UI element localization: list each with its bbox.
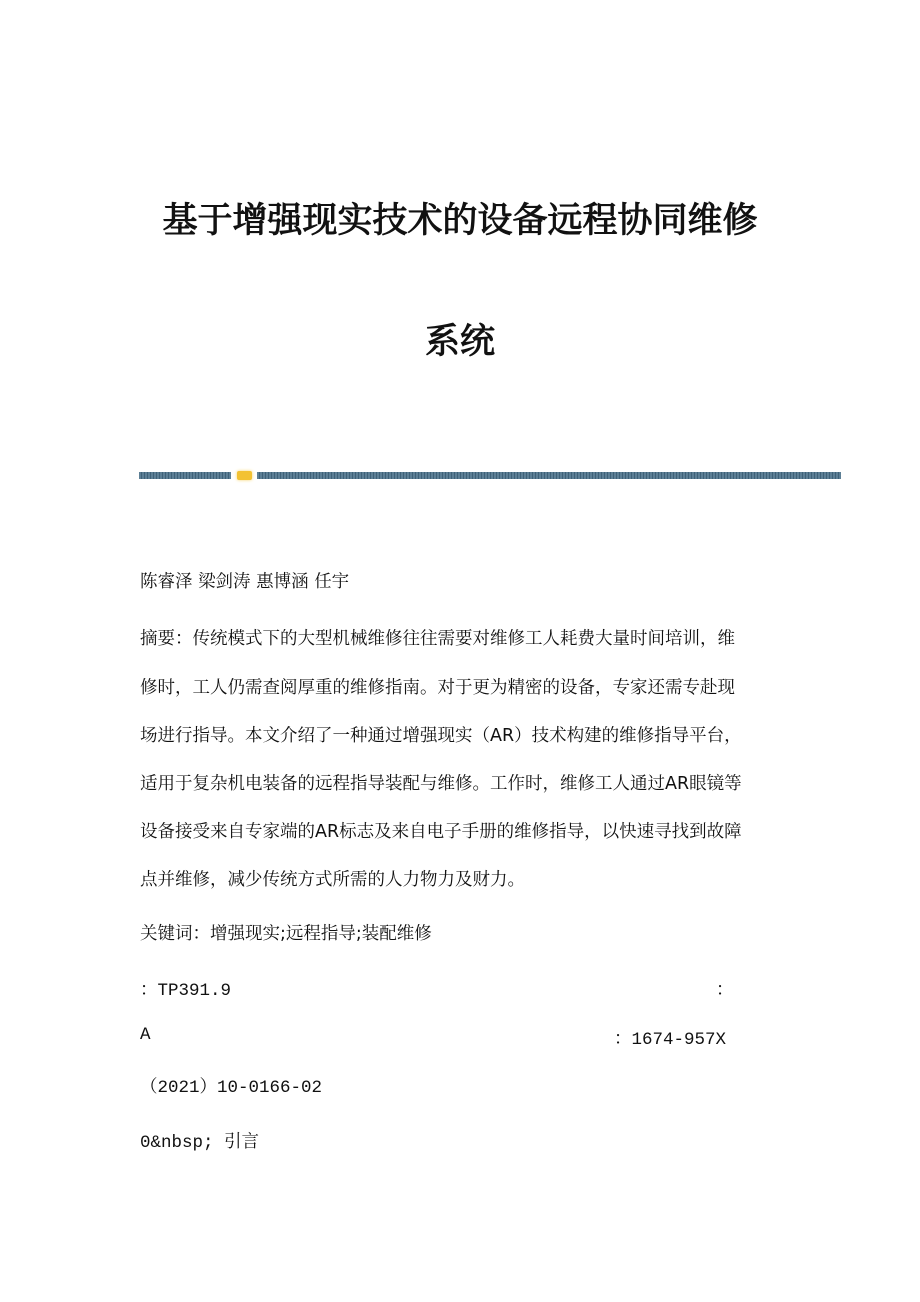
keywords: 关键词：增强现实;远程指导;装配维修 xyxy=(140,924,432,944)
abstract-line: 场进行指导。本文介绍了一种通过增强现实（AR）技术构建的维修指导平台， xyxy=(140,726,742,746)
abstract-line: 修时，工人仍需查阅厚重的维修指南。对于更为精密的设备，专家还需专赴现 xyxy=(140,678,735,698)
abstract-line: 点并维修，减少传统方式所需的人力物力及财力。 xyxy=(140,870,525,890)
section-heading: 0&nbsp; 引言 xyxy=(140,1133,260,1153)
abstract-line: 摘要：传统模式下的大型机械维修往往需要对维修工人耗费大量时间培训，维 xyxy=(140,629,735,649)
document-title-line-1: 基于增强现实技术的设备远程协同维修 xyxy=(162,201,758,241)
decorative-divider xyxy=(139,471,841,480)
divider-bar-right xyxy=(257,472,841,479)
document-code: A xyxy=(140,1025,151,1045)
authors: 陈睿泽 梁剑涛 惠博涵 任宇 xyxy=(140,572,350,592)
clc-right-colon: ： xyxy=(716,981,734,1001)
issn: ：1674-957X xyxy=(614,1030,727,1050)
divider-bar-left xyxy=(139,472,231,479)
abstract-line: 设备接受来自专家端的AR标志及来自电子手册的维修指导，以快速寻找到故障 xyxy=(140,822,742,842)
abstract-line: 适用于复杂机电装备的远程指导装配与维修。工作时，维修工人通过AR眼镜等 xyxy=(140,774,742,794)
document-title-line-2: 系统 xyxy=(424,322,495,362)
article-number: （2021）10-0166-02 xyxy=(140,1078,323,1098)
divider-ornament-icon xyxy=(237,471,252,480)
clc-number: ：TP391.9 xyxy=(140,981,232,1001)
